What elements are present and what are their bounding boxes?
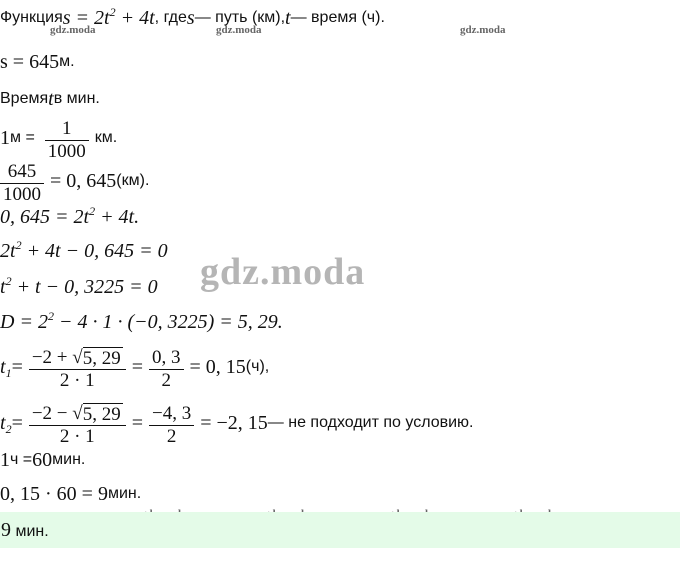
fraction: $\frac{645}{1000}$ [0, 161, 44, 202]
fraction: −2 + √ 5, 29 2 · 1 [29, 347, 126, 388]
time-calculation: 0, 15 · 60 = 9 мин. [0, 482, 142, 505]
equation-simplified: $t^2 + t - 0$, 3225 = 0 [0, 273, 158, 298]
time-in-minutes-note: Время t в мин. [0, 87, 100, 110]
fraction: $\frac{-4, 3}{2}$ [149, 403, 194, 444]
hour-to-minutes: 1 ч = 60 мин. [0, 448, 86, 471]
watermark: gdz.moda [50, 24, 96, 36]
fraction: $\frac{0, 3}{2}$ [149, 347, 184, 388]
equation-substituted: 0, $645 = 2t^2 + 4t$. [0, 203, 140, 228]
answer-unit: мин. [11, 522, 49, 540]
watermark: gdz.moda [216, 24, 262, 36]
watermark-large: gdz.moda [200, 251, 366, 293]
equation-rearranged: $2t^2 + 4t - 0$, 645 = 0 [0, 237, 168, 262]
root-t2: $t_2$ = −2 − √ 5, 29 2 · 1 = $\frac{-4, 3}{2}$ = −2, 15 — не подходит по условию. [0, 402, 474, 444]
discriminant: $D = 2^2 - 4 \cdot 1 \cdot (-0$, 3225) = 5, 29. [0, 308, 283, 333]
root-t1: $t_1$ = −2 + √ 5, 29 2 · 1 = $\frac{0, 3}{2}$ = 0, 15 (ч), [0, 346, 270, 388]
watermark: gdz.moda [460, 24, 506, 36]
fraction: $\frac{1}{1000}$ [45, 118, 89, 159]
function-definition: Функция $s = 2t^2 + 4t$ , где s — путь (км), t — время (ч). [0, 4, 385, 29]
answer-value: 9 [1, 518, 11, 541]
km-conversion: $\frac{645}{1000}$ = 0, 645 (км). [0, 158, 149, 204]
fraction: −2 − √ 5, 29 2 · 1 [29, 403, 126, 444]
answer-box [0, 512, 680, 548]
meter-conversion: 1 м = $\frac{1}{1000}$ км. [0, 117, 118, 159]
distance-value: s = 645 м. [0, 50, 75, 73]
